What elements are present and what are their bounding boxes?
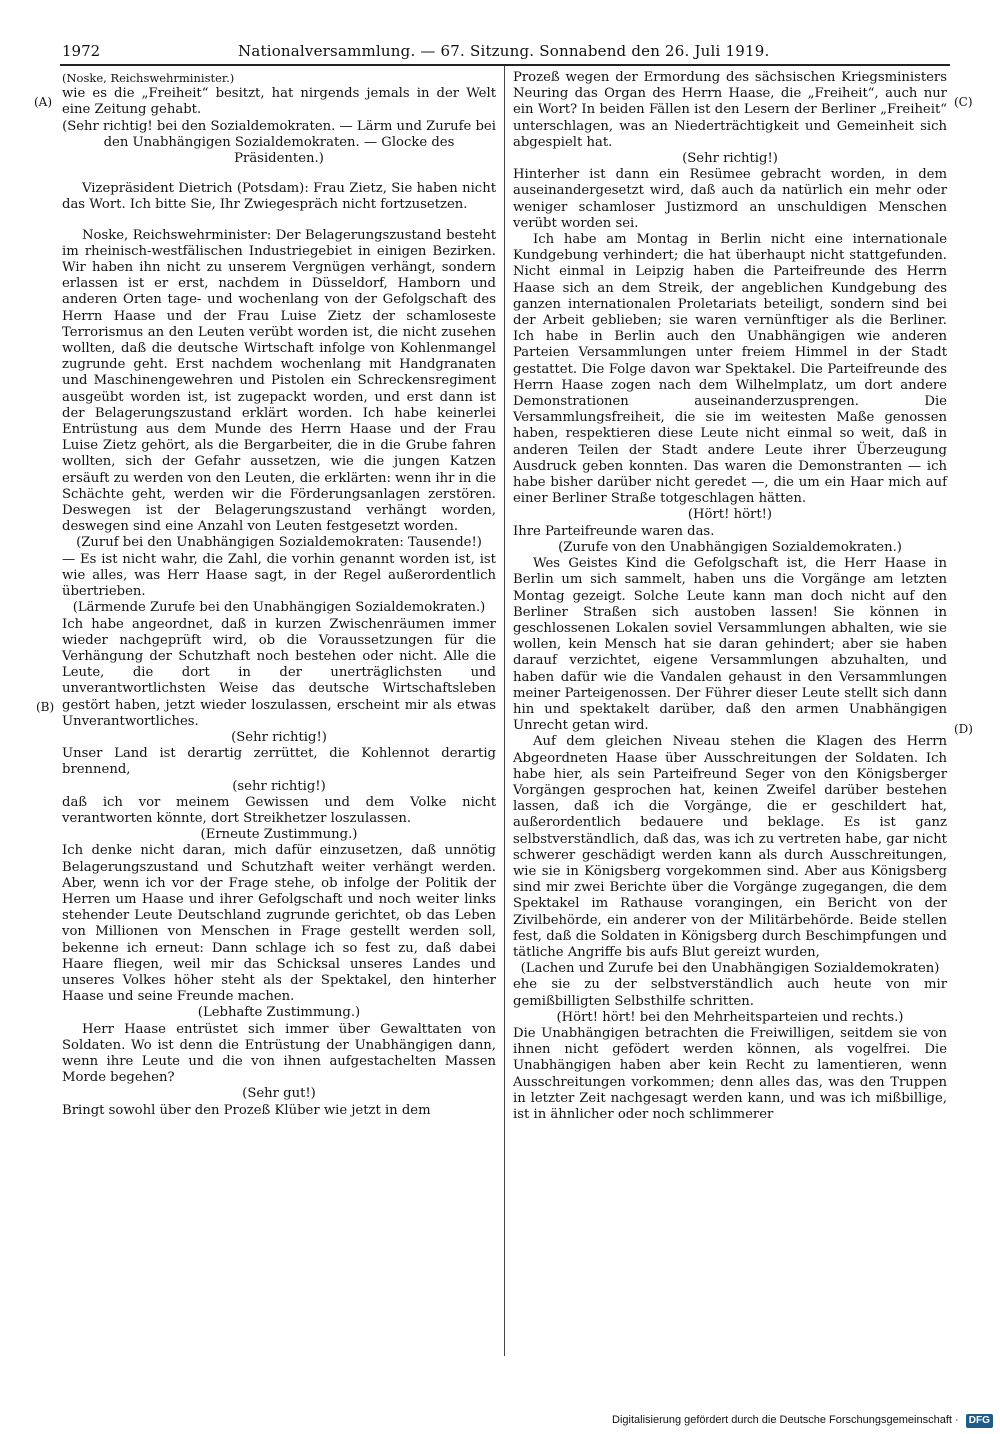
interjection: (Zuruf bei den Unabhängigen Sozialdemokraten: Tausende!) — [76, 535, 482, 551]
paragraph: wie es die „Freiheit“ besitzt, hat nirgends jemals in der Welt eine Zeitung gehabt. — [62, 86, 496, 118]
header-rule — [60, 64, 950, 66]
interjection: (Lebhafte Zustimmung.) — [197, 1005, 361, 1021]
speaker-continuation: (Noske, Reichswehrminister.) — [62, 71, 235, 85]
column-divider — [504, 66, 505, 1356]
interjection: (sehr richtig!) — [232, 778, 326, 794]
margin-marker-a: (A) — [34, 95, 53, 109]
paragraph: Bringt sowohl über den Prozeß Klüber wie jetzt in dem — [62, 1102, 431, 1118]
page-header — [62, 40, 962, 64]
interjection: (Sehr richtig!) — [231, 729, 327, 745]
paragraph: Hinterher ist dann ein Resümee gebracht worden, in dem auseinandergesetzt wird, daß auch da natürlich ein mehr oder weniger schamloser Justizmord an unschuldigen Menschen verübt worden sei. — [513, 167, 947, 231]
paragraph: ehe sie zu der selbstverständlich auch heute von mir gemißbilligten Selbsthilfe schritten. — [513, 977, 947, 1009]
paragraph: Ich habe angeordnet, daß in kurzen Zwischenräumen immer wieder nachgeprüft wird, ob die Voraussetzungen für die Verhängung der Schutzhaft noch bestehen oder nicht. Alle die Leute, die dort in der unerträglichsten und unverantwortlichsten Weise das deutsche Wirtschaftsleben gestört haben, jetzt wieder loszulassen, erscheint mir als etwas Unverantwortliches. — [62, 616, 496, 729]
paragraph: Auf dem gleichen Niveau stehen die Klagen des Herrn Abgeordneten Haase über Ausschreitungen der Soldaten. Ich habe hier, als sein Parteifreund Seger von den Königsberger Vorgängen gesprochen hat, keinen Zweifel darüber bestehen lassen, daß ich die Vorgänge, die er geschildert hat, außerordentlich bedauere und beklage. Es ist ganz selbstverständlich, daß das, was ich zu vertreten habe, gar nicht schwerer geschädigt werden kann als durch Ausschreitungen, wie sie in Königsberg vorgekommen sind. Aber aus Königsberg sind mir zwei Berichte über die Vorgänge zugegangen, die dem Spektakel im Rathause vorangingen, ein Bericht von der Zivilbehörde, ein anderer von der Militärbehörde. Beide stellen fest, daß die Soldaten in Königsberg durch Beschimpfungen und tätliche Angriffe bis aufs Blut gereizt wurden, — [513, 734, 947, 960]
interjection: (Hört! hört! bei den Mehrheitsparteien und rechts.) — [556, 1009, 904, 1025]
interjection: (Lachen und Zurufe bei den Unabhängigen Sozialdemokraten) — [520, 961, 940, 977]
paragraph: Ich habe am Montag in Berlin nicht eine internationale Kundgebung verhindert; die hat überhaupt nicht stattgefunden. Nicht einmal in Leipzig haben die Parteifreunde des Herrn Haase sich an dem Streik, der angeblichen Kundgebung des ganzen internationalen Proletariats beteiligt, sondern sind bei der Arbeit geblieben; sie waren vernünftiger als die Berliner. Ich habe in Berlin auch den Unabhängigen wie anderen Parteien Versammlungen unter freiem Himmel in der Stadt gestattet. Die Folge davon war Spektakel. Die Parteifreunde des Herrn Haase zogen nach dem Wilhelmplatz, um dort andere Demonstrationen auseinanderzusprengen. Die Versammlungsfreiheit, die sie im weitesten Maße genossen haben, respektieren diese Leute nicht einmal so weit, daß in anderen Teilen der Stadt andere Leute ihrer Überzeugung Ausdruck geben konnten. Das waren die Demonstranten — ich habe bisher darüber nicht geredet —, die um ein Haar mich auf einer Berliner Straße totgeschlagen hätten. — [513, 232, 947, 507]
paragraph: Wes Geistes Kind die Gefolgschaft ist, die Herr Haase in Berlin um sich sammelt, haben uns die Vorgänge am letzten Montag gezeigt. Solche Leute kann man doch nicht auf den Berliner Straßen sich austoben lassen! Sie können in geschlossenen Lokalen soviel Versammlungen abhalten, wie sie wollen, kein Mensch hat sie daran gehindert; aber sie haben darauf verzichtet, eigene Versammlungen abzuhalten, und haben dafür wie die Vandalen gehaust in den Versammlungen meiner Parteigenossen. Der Führer dieser Leute stellt sich dann hin und spektakelt darüber, daß den armen Unabhängigen Unrecht getan wird. — [513, 556, 947, 734]
margin-marker-b: (B) — [36, 700, 55, 714]
paragraph: daß ich vor meinem Gewissen und dem Volke nicht verantworten könnte, dort Streikhetzer loszulassen. — [62, 794, 496, 826]
page-number: 1972 — [62, 42, 101, 60]
paragraph: Ich denke nicht daran, mich dafür einzusetzen, daß unnötig Belagerungszustand und Schutzhaft weiter verhängt werden. Aber, wenn ich vor der Frage stehe, ob infolge der Politik der Herren um Haase und ihrer Gefolgschaft und noch weiter links stehender Leute Deutschland zugrunde gerichtet, ob das Leben von Millionen von Menschen in Frage gestellt werden soll, bekenne ich erneut: Dann schlage ich so fest zu, daß dabei Haare fliegen, weil mir das Schicksal unseres Landes und unseres Volkes höher steht als der Spektakel, den hinterher Haase und seine Freunde machen. — [62, 843, 496, 1005]
footer-text: Digitalisierung gefördert durch die Deutsche Forschungsgemeinschaft · — [612, 1414, 959, 1426]
paragraph: Die Unabhängigen betrachten die Freiwilligen, seitdem sie von ihnen nicht gefödert werden können, als vogelfrei. Die Unabhängigen haben aber kein Recht zu lamentieren, wenn Ausschreitungen vorkommen; denn alles das, was den Truppen in letzter Zeit nachgesagt werden kann, und was ich mißbillige, ist in ähnlicher oder noch schlimmerer — [513, 1025, 947, 1122]
interjection: (Sehr richtig!) — [682, 151, 778, 167]
interjection: (Sehr gut!) — [242, 1086, 316, 1102]
left-column — [62, 70, 496, 1119]
digitization-credit — [612, 1412, 992, 1430]
paragraph: Herr Haase entrüstet sich immer über Gewalttaten von Soldaten. Wo ist denn die Entrüstung der Unabhängigen dann, wenn ihre Leute und die von ihnen aufgestachelten Massen Morde begehen? — [62, 1021, 496, 1086]
paragraph: Vizepräsident Dietrich (Potsdam): Frau Zietz, Sie haben nicht das Wort. Ich bitte Sie, Ihr Zwiegespräch nicht fortzusetzen. — [62, 181, 496, 213]
paragraph: Prozeß wegen der Ermordung des sächsischen Kriegsministers Neuring das Organ des Herrn Haase, die „Freiheit“, auch nur ein Wort? In beiden Fällen ist den Lesern der Berliner „Freiheit“ unterschlagen, was an Niederträchtigkeit und Gemeinheit sich abgespielt hat. — [513, 70, 947, 150]
interjection: (Erneute Zustimmung.) — [200, 827, 358, 843]
dfg-logo: DFG — [966, 1414, 993, 1428]
paragraph: — Es ist nicht wahr, die Zahl, die vorhin genannt worden ist, ist wie alles, was Herr Haase sagt, in der Regel außerordentlich übertrieben. — [62, 551, 496, 600]
paragraph: Noske, Reichswehrminister: Der Belagerungszustand besteht im rheinisch-westfälischen Industriegebiet in einigen Bezirken. Wir haben ihn nicht zu unserem Vergnügen verhängt, sondern erlassen ist er erst, nachdem in Düsseldorf, Hamborn und anderen Orten tage- und wochenlang von der Gefolgschaft des Herrn Haase und der Frau Luise Zietz der schamloseste Terrorismus an den Leuten verübt worden ist, die nicht zusehen wollten, daß die deutsche Wirtschaft infolge von Kohlenmangel zugrunde geht. Erst nachdem wochenlang mit Handgranaten und Maschinengewehren und Pistolen ein Schreckensregiment ausgeübt worden ist, ist zugepackt worden, und erst dann ist der Belagerungszustand erklärt worden. Ich habe keinerlei Entrüstung aus dem Munde des Herrn Haase und der Frau Luise Zietz gehört, als die Bergarbeiter, die in die Grube fahren wollten, sich der Gefahr aussetzen, wie die jungen Katzen ersäuft zu werden von den Leuten, die erklärten: wenn ihr in die Schächte geht, werden wir die Förderungsanlagen zerstören. Deswegen ist der Belagerungszustand verhängt worden, deswegen sind eine Anzahl von Leuten festgesetzt worden. — [62, 227, 496, 535]
margin-marker-d: (D) — [954, 722, 973, 736]
interjection: (Hört! hört!) — [687, 507, 773, 523]
paragraph: Ihre Parteifreunde waren das. — [513, 523, 715, 539]
paragraph: Unser Land ist derartig zerrüttet, die Kohlennot derartig brennend, — [62, 746, 496, 778]
interjection: (Sehr richtig! bei den Sozialdemokraten. — Lärm und Zurufe bei den Unabhängigen Sozialdemokraten. — Glocke des Präsidenten.) — [62, 118, 496, 167]
right-column — [513, 70, 947, 1123]
interjection: (Zurufe von den Unabhängigen Sozialdemokraten.) — [558, 539, 902, 555]
running-title: Nationalversammlung. — 67. Sitzung. Sonnabend den 26. Juli 1919. — [238, 42, 770, 60]
margin-marker-c: (C) — [954, 95, 973, 109]
interjection: (Lärmende Zurufe bei den Unabhängigen Sozialdemokraten.) — [72, 600, 486, 616]
